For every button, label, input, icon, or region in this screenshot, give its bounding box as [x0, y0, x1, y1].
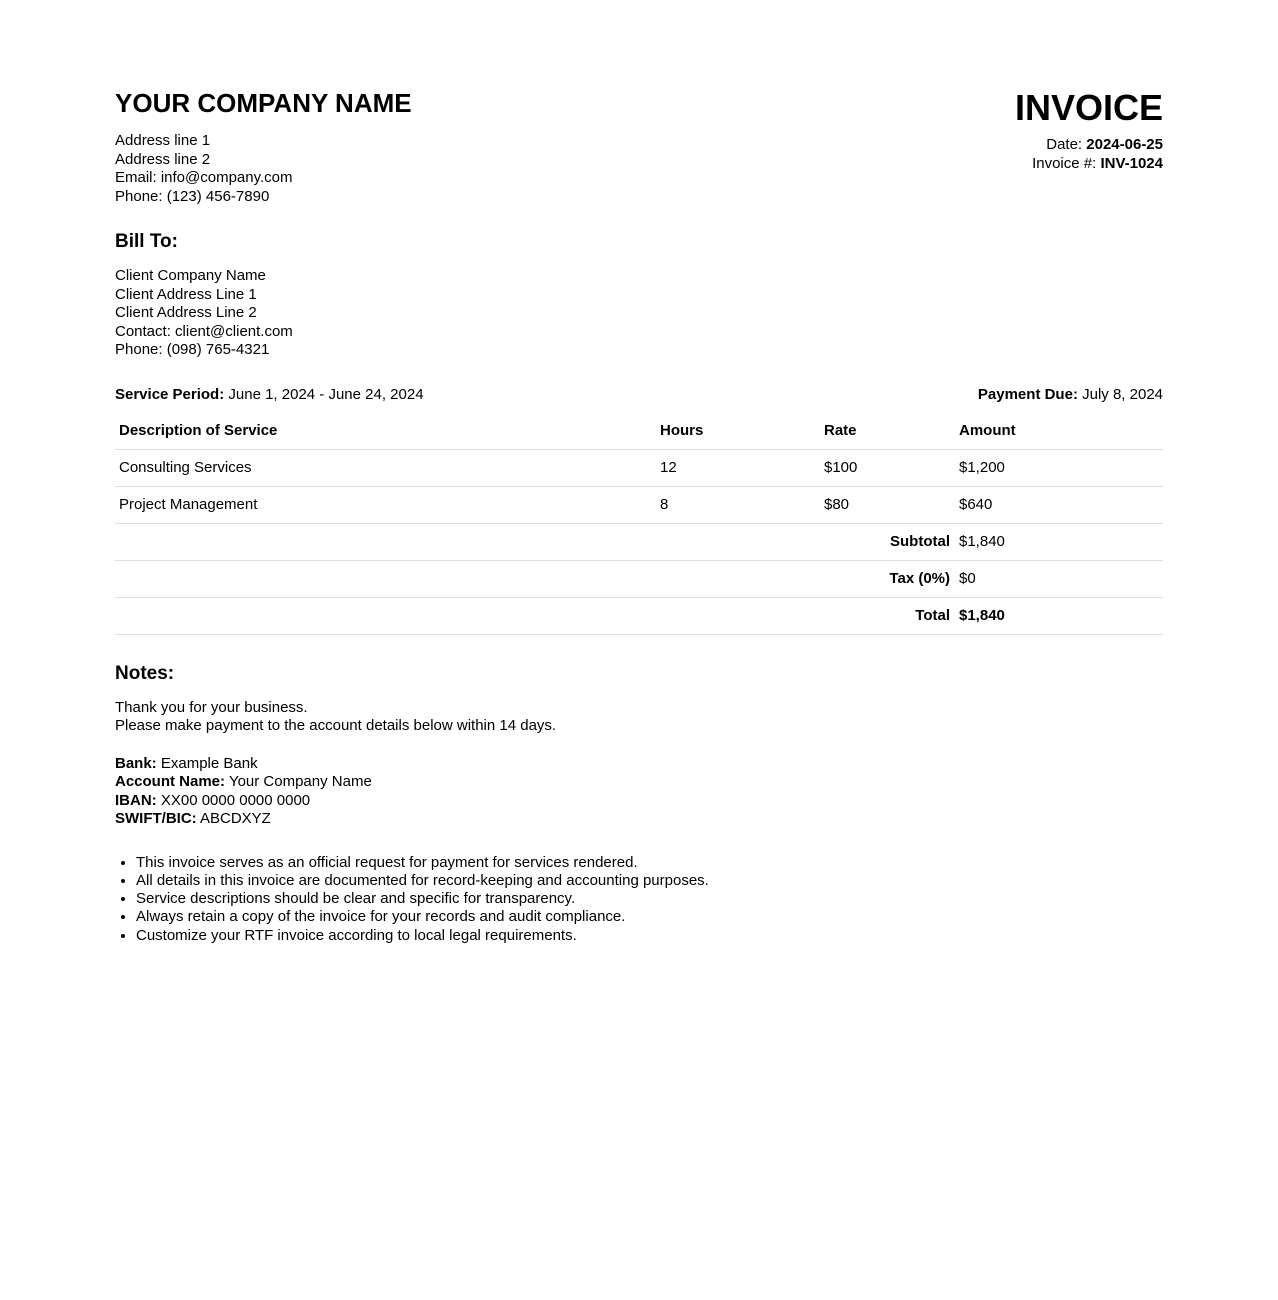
swift-line: [115, 810, 1163, 829]
list-item: • This invoice serves as an official request for payment for services rendered.: [136, 854, 1163, 872]
company-address-block: [115, 132, 412, 206]
row-description: Project Management: [115, 486, 660, 523]
summary-row-total: [115, 597, 1163, 634]
service-period-label: Service Period:: [115, 385, 225, 403]
subtotal-value: $1,840: [959, 523, 1163, 560]
client-phone-line: Phone: (098) 765-4321: [115, 341, 270, 358]
notes-heading: Notes:: [115, 662, 175, 684]
bill-to-heading: Bill To:: [115, 231, 178, 252]
col-header-hours: Hours: [660, 422, 824, 450]
invoice-number-value: INV-1024: [1100, 155, 1163, 172]
row-amount: $640: [959, 486, 1163, 523]
row-hours: 12: [660, 449, 824, 486]
bank-line: [115, 755, 1163, 774]
client-address-line-2: Client Address Line 2: [115, 304, 257, 321]
bill-to-block: [115, 267, 1163, 360]
invoice-date-label: Date:: [1046, 136, 1083, 153]
notes-block: [115, 699, 1163, 736]
payment-due-label: Payment Due:: [977, 385, 1078, 403]
list-item: • Always retain a copy of the invoice for your records and audit compliance.: [136, 908, 1163, 926]
service-period-value: June 1, 2024 - June 24, 2024: [228, 385, 424, 403]
list-item: • Customize your RTF invoice according to local legal requirements.: [136, 927, 1163, 945]
swift-value: ABCDXYZ: [200, 810, 271, 827]
invoice-number-line: [1015, 154, 1163, 173]
services-table: [115, 422, 1163, 635]
company-name: YOUR COMPANY NAME: [115, 88, 412, 118]
iban-value: XX00 0000 0000 0000: [160, 791, 311, 809]
company-phone-line: Phone: (123) 456-7890: [115, 187, 270, 205]
payment-due-value: July 8, 2024: [1082, 385, 1163, 403]
invoice-number-label: Invoice #:: [1032, 155, 1097, 172]
invoice-date-line: [1015, 135, 1163, 154]
summary-row-subtotal: [115, 523, 1163, 560]
company-email-line: Email: info@company.com: [115, 169, 293, 186]
total-value: $1,840: [959, 597, 1163, 634]
iban-label: IBAN:: [115, 791, 157, 809]
row-rate: $100: [824, 449, 959, 486]
table-row: [115, 486, 1163, 523]
row-rate: $80: [824, 486, 959, 523]
tax-value: $0: [959, 560, 1163, 597]
client-contact-line: Contact: client@client.com: [115, 322, 293, 340]
col-header-rate: Rate: [824, 422, 959, 450]
bank-details-block: [115, 755, 1163, 829]
col-header-description: Description of Service: [115, 422, 660, 450]
notes-line-2: Please make payment to the account details below within 14 days.: [115, 717, 557, 734]
bank-label: Bank:: [115, 754, 157, 772]
iban-line: [115, 792, 1163, 811]
invoice-date-value: 2024-06-25: [1086, 136, 1163, 153]
notes-line-1: Thank you for your business.: [115, 698, 308, 716]
summary-row-tax: [115, 560, 1163, 597]
account-name-label: Account Name:: [115, 773, 226, 790]
row-hours: 8: [660, 486, 824, 523]
account-name-line: [115, 773, 1163, 792]
row-description: Consulting Services: [115, 449, 660, 486]
total-label: Total: [115, 597, 959, 634]
list-item: • Service descriptions should be clear and specific for transparency.: [136, 890, 1163, 908]
company-address-line-2: Address line 2: [115, 150, 211, 168]
bank-value: Example Bank: [160, 754, 258, 772]
account-name-value: Your Company Name: [228, 773, 372, 790]
invoice-title: INVOICE: [1014, 87, 1163, 128]
legal-notes-list: [115, 854, 1163, 945]
row-amount: $1,200: [959, 449, 1163, 486]
list-item: • All details in this invoice are documented for record-keeping and accounting purposes.: [136, 872, 1163, 890]
company-address-line-1: Address line 1: [115, 132, 211, 149]
period-row: [115, 386, 1163, 404]
table-header-row: [115, 422, 1163, 450]
tax-label: Tax (0%): [115, 560, 959, 597]
payment-due: [978, 386, 1163, 404]
service-period: [115, 386, 424, 404]
table-row: [115, 449, 1163, 486]
swift-label: SWIFT/BIC:: [115, 810, 197, 827]
client-company-name: Client Company Name: [115, 267, 266, 284]
subtotal-label: Subtotal: [115, 523, 959, 560]
invoice-header: [115, 88, 1163, 206]
col-header-amount: Amount: [959, 422, 1163, 450]
client-address-line-1: Client Address Line 1: [115, 285, 257, 303]
invoice-meta-block: [1014, 87, 1163, 173]
company-block: [115, 88, 412, 206]
